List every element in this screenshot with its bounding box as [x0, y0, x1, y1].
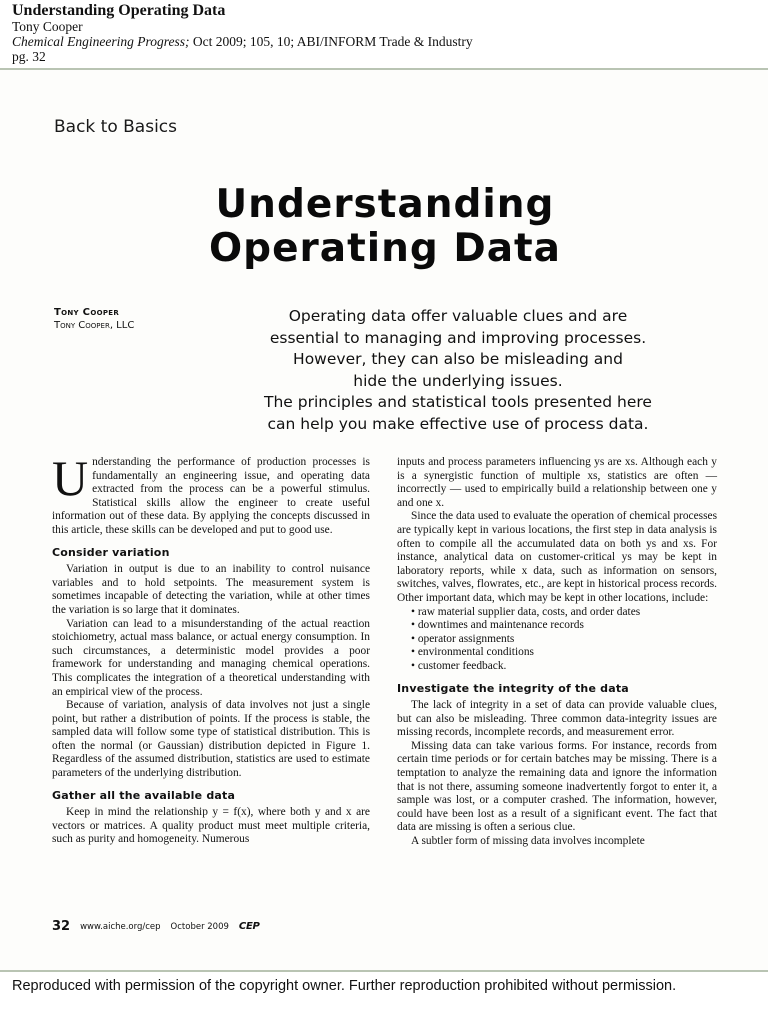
- paragraph: A subtler form of missing data involves incomplete: [411, 835, 645, 848]
- author-org: Tony Cooper, LLC: [54, 320, 135, 331]
- heading-consider-variation: Consider variation: [52, 545, 170, 559]
- deck-line: However, they can also be misleading and: [293, 350, 623, 368]
- deck-line: Operating data offer valuable clues and are: [288, 307, 628, 325]
- list-item: • environmental conditions: [411, 646, 717, 660]
- footer-url: www.aiche.org/cep: [80, 921, 161, 932]
- page-number: 32: [52, 919, 71, 934]
- paragraph: Because of variation, analysis of data involves not just a single point, but rather a distribution of points. If the process is stable, the sampled data will follow some type of statistical distribution. This is often the normal (or Gaussian) distribution depicted in Figure 1. Regardless of the assumed distribution, statistics are used to estimate parameters of the underlying distribution.: [52, 699, 370, 780]
- page-footer: [52, 919, 260, 934]
- bullet-list: [397, 606, 717, 674]
- list-item: • downtimes and maintenance records: [411, 619, 717, 633]
- deck-line: The principles and statistical tools presented here: [264, 393, 652, 411]
- article-deck: [228, 306, 688, 435]
- body-column-left: [52, 450, 370, 847]
- paragraph: Since the data used to evaluate the operation of chemical processes are typically kept in various locations, the first step in data analysis is often to compile all the accumulated data on both ys and xs. For instance, analytical data on customer-critical ys may be kept in laboratory reports, while x data, such as information on sensors, switches, valves, flowrates, etc., are kept in historical process records. Other important data, which may be kept in other locations, include:: [397, 510, 717, 604]
- paragraph: inputs and process parameters influencing ys are xs. Although each y is a synergistic function of multiple xs, statistics are often — incorrectly — used to empirically build a relationship between one y and one x.: [397, 456, 717, 509]
- paragraph: The lack of integrity in a set of data can provide valuable clues, but can also be misleading. Three common data-integrity issues are missing records, incomplete records, and measurement error.: [397, 699, 717, 739]
- paragraph: Keep in mind the relationship y = f(x), where both y and x are vectors or matrices. A quality product must meet multiple criteria, such as purity and homogeneity. Numerous: [52, 806, 370, 846]
- footer-date: October 2009: [170, 921, 229, 932]
- citation-journal: Chemical Engineering Progress;: [12, 34, 190, 49]
- heading-gather-data: Gather all the available data: [52, 788, 236, 802]
- author-name: Tony Cooper: [54, 307, 120, 318]
- citation-author: Tony Cooper: [12, 19, 83, 34]
- citation-details: Oct 2009; 105, 10; ABI/INFORM Trade & Industry: [189, 34, 473, 49]
- list-item: • operator assignments: [411, 633, 717, 647]
- citation-title: Understanding Operating Data: [12, 2, 226, 19]
- article-title-line2: Operating Data: [209, 226, 561, 271]
- drop-cap: U: [52, 450, 89, 506]
- paragraph: Variation in output is due to an inability to control nuisance variables and to hold setpoints. The measurement system is sometimes incapable of detecting the variation, while at other times the variation is so large that it dominates.: [52, 563, 370, 616]
- deck-line: hide the underlying issues.: [353, 371, 563, 390]
- deck-line: essential to managing and improving processes.: [269, 328, 647, 347]
- list-item: • raw material supplier data, costs, and order dates: [411, 606, 717, 620]
- intro-text: nderstanding the performance of production processes is fundamentally an engineering issue, and operating data extracted from the process can be a powerful stimulus. Statistical skills allow the engineer to create useful information out of these data. By applying the concepts discussed in this article, these skills can be developed and put to good use.: [52, 456, 370, 536]
- copyright-notice: Reproduced with permission of the copyright owner. Further reproduction prohibited without permission.: [12, 978, 677, 994]
- cep-logo: CEP: [238, 921, 260, 932]
- citation-source: [12, 34, 752, 49]
- body-column-right: [397, 456, 717, 849]
- citation-header: [12, 2, 752, 64]
- list-item: • customer feedback.: [411, 660, 717, 674]
- author-block: [54, 306, 134, 332]
- article-title-line1: Understanding: [215, 182, 555, 227]
- paragraph: Variation can lead to a misunderstanding of the actual reaction stoichiometry, actual mass balance, or actual energy consumption. In such circumstances, a deterministic model provides a poor framework for understanding and managing chemical operations. This complicates the integration of a theoretical understanding with an empirical view of the process.: [52, 617, 370, 698]
- intro-paragraph: [52, 450, 370, 538]
- citation-page: pg. 32: [12, 49, 46, 64]
- heading-investigate-integrity: Investigate the integrity of the data: [397, 681, 629, 695]
- deck-line: can help you make effective use of process data.: [267, 414, 649, 433]
- paragraph: Missing data can take various forms. For instance, records from certain time periods or for certain batches may be missing. There is a temptation to analyze the remaining data and ignore the information that is not there, assuming someone inadvertently forgot to enter it, a sample was lost, or a computer crashed. The information, however, could have been lost as a result of a significant event. The fact that data are missing is often a serious clue.: [397, 739, 717, 834]
- section-label: Back to Basics: [54, 117, 178, 137]
